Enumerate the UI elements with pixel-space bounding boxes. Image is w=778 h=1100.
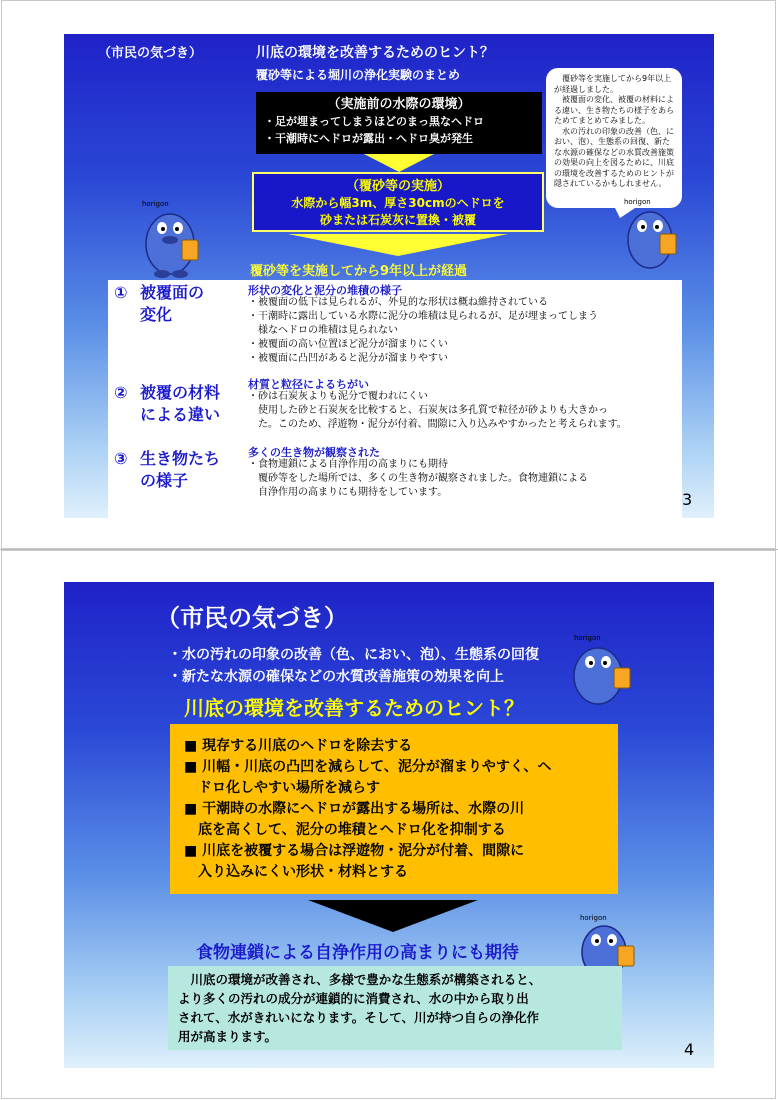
slide-3 — [64, 34, 714, 518]
down-arrow-3 — [308, 900, 478, 932]
slide4-bullet: ・水の汚れの印象の改善（色、におい、泡）、生態系の回復 — [168, 647, 539, 663]
mascot-label: horigon — [574, 634, 601, 642]
item-title: による違い — [140, 405, 221, 424]
expect-title: 食物連鎖による自浄作用の高まりにも期待 — [196, 943, 519, 963]
hint-line: 入り込みにくい形状・材料とする — [184, 864, 408, 880]
item-line: 覆砂等をした場所では、多くの生き物が観察されました。食物連鎖による — [248, 473, 588, 484]
slide3-subtitle: 覆砂等による堀川の浄化実験のまとめ — [256, 68, 461, 82]
slide3-title: 川底の環境を改善するためのヒント？ — [256, 45, 494, 61]
before-heading: （実施前の水際の環境） — [327, 97, 471, 112]
item-title: の様子 — [140, 471, 189, 490]
item-title: 被覆の材料 — [140, 383, 221, 402]
item-line: ・砂は石炭灰よりも泥分で覆われにくい — [248, 391, 428, 402]
item-line: ・被覆面の低下は見られるが、外見的な形状は概ね維持されている — [248, 297, 548, 308]
item-title: 被覆面の — [140, 283, 205, 302]
hint-line: ドロ化しやすい場所を減らす — [184, 780, 380, 796]
item-number: ② — [114, 383, 128, 402]
horigon-mascot-icon — [562, 630, 640, 710]
action-line: 砂または石炭灰に置換・被覆 — [319, 213, 476, 227]
slide4-label: （市民の気づき） — [156, 604, 348, 632]
slide3-label: （市民の気づき） — [98, 46, 203, 61]
item-heading: 形状の変化と泥分の堆積の様子 — [248, 284, 402, 297]
elapsed-caption: 覆砂等を実施してから9年以上が経過 — [250, 264, 468, 279]
note-bubble: 覆砂等を実施してから9年以上が経過しました。 被覆面の変化、被覆の材料による違い、生き物たちの様子をあらためてまとめてみました。 水の汚れの印象の改善（色、におい、泡）、生態系の回復、新たな水源の確保などの水質改善施策の効果の向上を図るために、川底の環境を改善するためのヒントが隠されているかもしれません。 — [546, 68, 682, 208]
expect-line: 川底の環境が改善され、多様で豊かな生態系が構築されると、 — [178, 972, 542, 987]
expect-line: より多くの汚れの成分が連鎖的に消費され、水の中から取り出 — [178, 991, 529, 1006]
down-arrow-2 — [288, 234, 508, 256]
mascot-label: horigon — [624, 198, 651, 206]
hint-line: 底を高くして、泥分の堆積とヘドロ化を抑制する — [184, 822, 506, 838]
hint-line: ■ 川幅・川底の凸凹を減らして、泥分が溜まりやすく、ヘ — [184, 759, 552, 775]
hint-line: ■ 川底を被覆する場合は浮遊物・泥分が付着、間隙に — [184, 843, 525, 859]
hint-line: ■ 干潮時の水際にヘドロが露出する場所は、水際の川 — [184, 801, 525, 817]
action-heading: （覆砂等の実施） — [345, 179, 450, 194]
expect-box — [168, 966, 622, 1050]
item-line: ・食物連鎖による自浄作用の高まりにも期待 — [248, 459, 448, 470]
findings-panel — [108, 280, 682, 518]
hints-box — [170, 724, 618, 894]
slide4-title: 川底の環境を改善するためのヒント？ — [184, 696, 524, 720]
hint-line: ■ 現存する川底のヘドロを除去する — [184, 738, 413, 754]
item-title: 変化 — [140, 305, 173, 324]
item-line: た。このため、浮遊物・泥分が付着、間隙に入り込みやすかったと考えられます。 — [248, 419, 627, 430]
horigon-mascot-icon — [136, 194, 210, 280]
before-line: ・足が埋まってしまうほどのまっ黒なヘドロ — [264, 115, 484, 128]
down-arrow-1 — [364, 154, 434, 172]
slide-4 — [64, 582, 714, 1068]
item-line: 様なヘドロの堆積は見られない — [248, 325, 398, 336]
page-number-4: 4 — [684, 1040, 695, 1059]
slide4-bullet: ・新たな水源の確保などの水質改善施策の効果を向上 — [168, 669, 504, 685]
expect-line: 用が高まります。 — [178, 1029, 278, 1044]
before-box — [256, 92, 542, 154]
item-line: 自浄作用の高まりにも期待をしています。 — [248, 487, 448, 498]
action-box — [252, 172, 544, 232]
item-line: 使用した砂と石炭灰を比較すると、石炭灰は多孔質で粒径が砂よりも大きかっ — [248, 405, 608, 416]
item-line: ・干潮時に露出している水際に泥分の堆積は見られるが、足が埋まってしまう — [248, 311, 598, 322]
action-line: 水際から幅3m、厚さ30cmのヘドロを — [291, 196, 505, 210]
item-line: ・被覆面に凸凹があると泥分が溜まりやすい — [248, 353, 448, 364]
mascot-label: horigon — [580, 914, 607, 922]
item-line: ・被覆面の高い位置ほど泥分が溜まりにくい — [248, 339, 448, 350]
horigon-mascot-icon — [614, 194, 684, 274]
before-line: ・干潮時にヘドロが露出・ヘドロ臭が発生 — [264, 132, 473, 145]
page-number-3: 3 — [682, 490, 693, 509]
item-number: ③ — [114, 449, 128, 468]
expect-line: されて、水がきれいになります。そして、川が持つ自らの浄化作 — [178, 1010, 540, 1025]
mascot-label: horigon — [142, 200, 169, 208]
item-heading: 多くの生き物が観察された — [248, 446, 380, 459]
item-heading: 材質と粒径によるちがい — [248, 378, 369, 391]
item-title: 生き物たち — [140, 449, 221, 468]
item-number: ① — [114, 283, 128, 302]
